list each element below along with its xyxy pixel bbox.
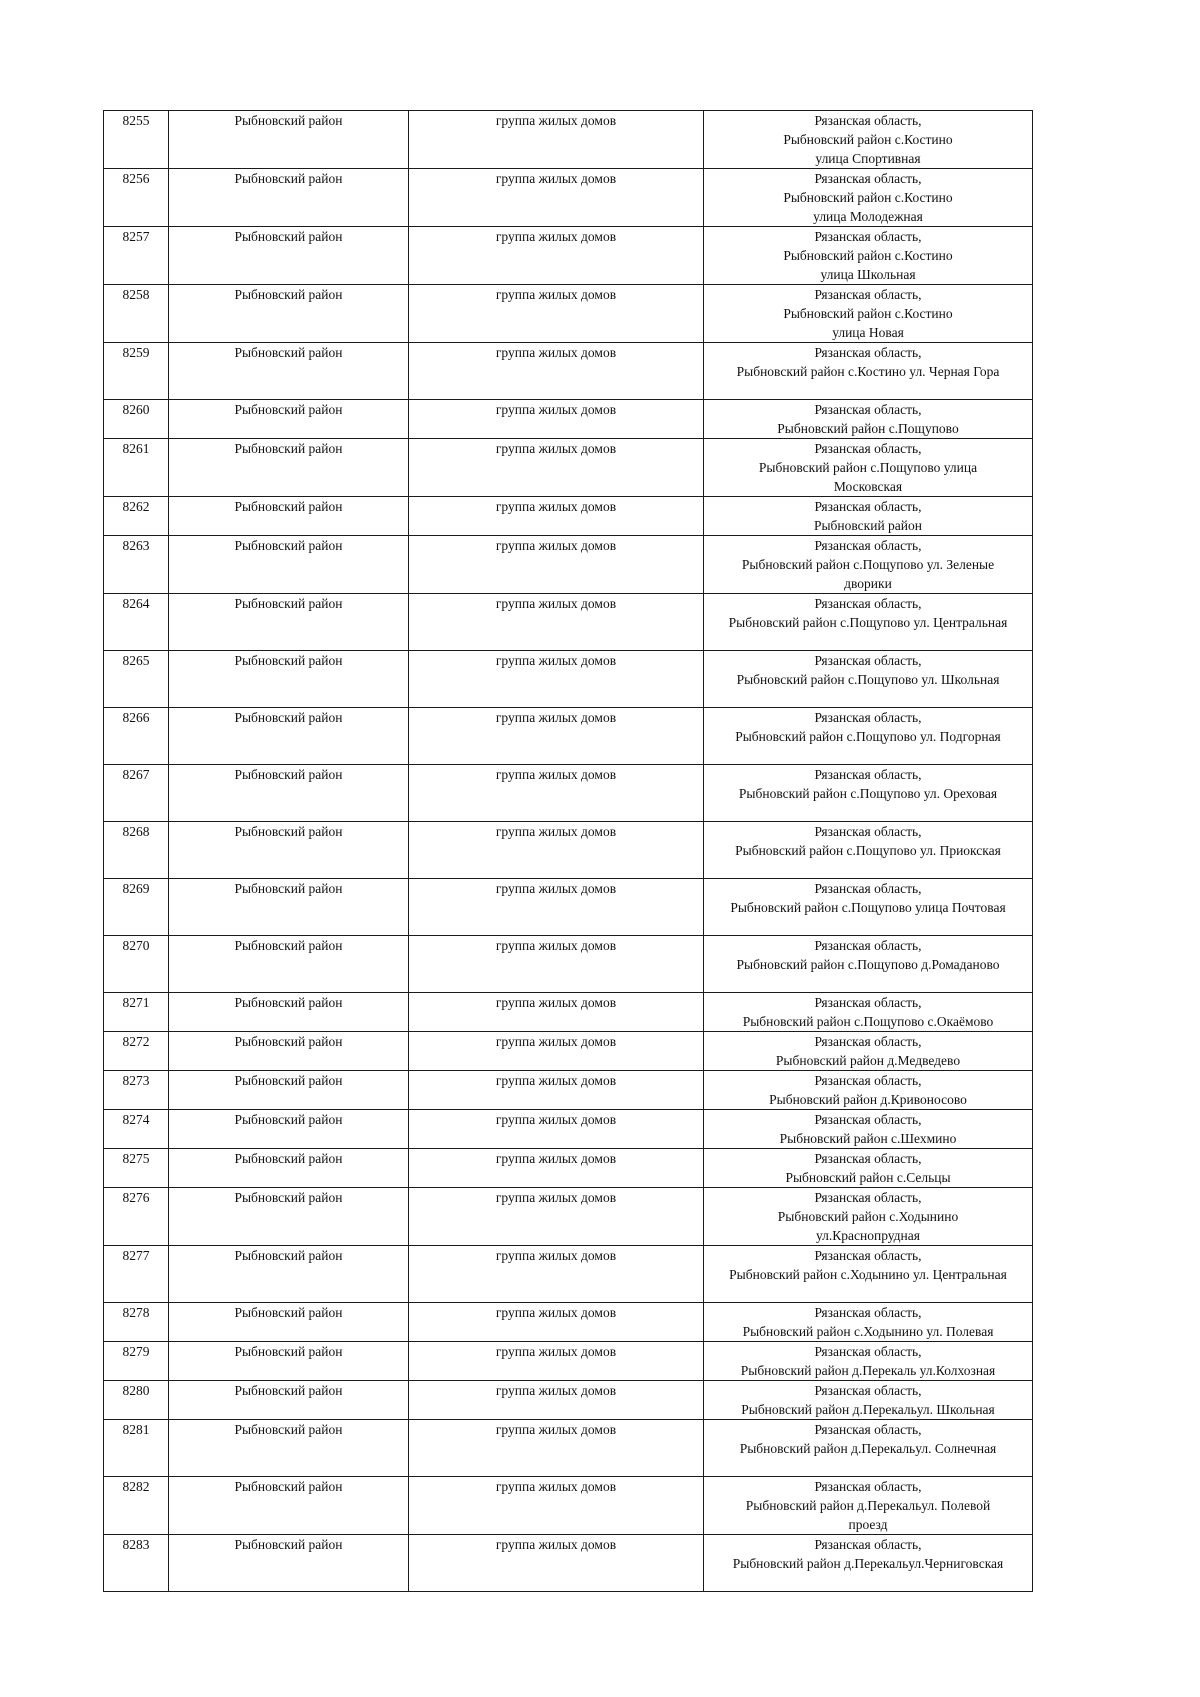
address-line: Рязанская область, bbox=[814, 995, 922, 1010]
object-type-cell: группа жилых домов bbox=[409, 1071, 704, 1110]
address-line: Рыбновский район с.Пощупово ул. Приокская bbox=[735, 843, 1001, 858]
address-cell bbox=[704, 708, 1033, 765]
address-line: Рыбновский район с.Костино bbox=[783, 306, 953, 321]
district-cell: Рыбновский район bbox=[169, 1381, 409, 1420]
row-number-cell: 8272 bbox=[104, 1032, 169, 1071]
table-row bbox=[104, 111, 1033, 169]
object-type-cell: группа жилых домов bbox=[409, 822, 704, 879]
row-number-cell: 8257 bbox=[104, 227, 169, 285]
address-line: Рыбновский район с.Ходынино ул. Полевая bbox=[742, 1324, 994, 1339]
address-line: Рязанская область, bbox=[814, 1479, 922, 1494]
address-line: Рыбновский район д.Кривоносово bbox=[769, 1092, 967, 1107]
row-number-cell: 8278 bbox=[104, 1303, 169, 1342]
row-number-cell: 8283 bbox=[104, 1535, 169, 1592]
address-cell bbox=[704, 651, 1033, 708]
table-row bbox=[104, 536, 1033, 594]
address-line: дворики bbox=[844, 576, 892, 591]
object-type-cell: группа жилых домов bbox=[409, 594, 704, 651]
district-cell: Рыбновский район bbox=[169, 227, 409, 285]
address-line: Рязанская область, bbox=[814, 881, 922, 896]
district-cell: Рыбновский район bbox=[169, 1535, 409, 1592]
table-row bbox=[104, 169, 1033, 227]
address-cell bbox=[704, 879, 1033, 936]
address-line: Рыбновский район с.Шехмино bbox=[779, 1131, 957, 1146]
district-cell: Рыбновский район bbox=[169, 1110, 409, 1149]
address-cell bbox=[704, 169, 1033, 227]
address-line: Московская bbox=[833, 479, 903, 494]
address-line: Рязанская область, bbox=[814, 345, 922, 360]
row-number-cell: 8268 bbox=[104, 822, 169, 879]
address-cell bbox=[704, 1381, 1033, 1420]
object-type-cell: группа жилых домов bbox=[409, 936, 704, 993]
district-cell: Рыбновский район bbox=[169, 1188, 409, 1246]
object-type-cell: группа жилых домов bbox=[409, 343, 704, 400]
table-row bbox=[104, 285, 1033, 343]
row-number-cell: 8266 bbox=[104, 708, 169, 765]
address-line: Рыбновский район с.Пощупово ул. Зеленые bbox=[741, 557, 995, 572]
address-line: Рыбновский район с.Пощупово ул. Школьная bbox=[736, 672, 1000, 687]
table-row bbox=[104, 227, 1033, 285]
object-type-cell: группа жилых домов bbox=[409, 1188, 704, 1246]
address-line: Рыбновский район с.Костино bbox=[783, 132, 953, 147]
table-row bbox=[104, 822, 1033, 879]
table-row bbox=[104, 1420, 1033, 1477]
district-cell: Рыбновский район bbox=[169, 536, 409, 594]
object-type-cell: группа жилых домов bbox=[409, 227, 704, 285]
table-row bbox=[104, 1071, 1033, 1110]
table-row bbox=[104, 1303, 1033, 1342]
row-number-cell: 8274 bbox=[104, 1110, 169, 1149]
row-number-cell: 8279 bbox=[104, 1342, 169, 1381]
row-number-cell: 8282 bbox=[104, 1477, 169, 1535]
address-cell bbox=[704, 400, 1033, 439]
row-number-cell: 8273 bbox=[104, 1071, 169, 1110]
address-cell bbox=[704, 1303, 1033, 1342]
district-cell: Рыбновский район bbox=[169, 343, 409, 400]
object-type-cell: группа жилых домов bbox=[409, 993, 704, 1032]
address-cell bbox=[704, 594, 1033, 651]
district-cell: Рыбновский район bbox=[169, 936, 409, 993]
registry-table-body bbox=[104, 111, 1033, 1592]
district-cell: Рыбновский район bbox=[169, 1149, 409, 1188]
address-line: Рязанская область, bbox=[814, 1422, 922, 1437]
address-cell bbox=[704, 936, 1033, 993]
address-line: Рязанская область, bbox=[814, 1248, 922, 1263]
address-cell bbox=[704, 111, 1033, 169]
district-cell: Рыбновский район bbox=[169, 822, 409, 879]
address-line: Рыбновский район д.Перекальул. Солнечная bbox=[739, 1441, 997, 1456]
row-number-cell: 8263 bbox=[104, 536, 169, 594]
district-cell: Рыбновский район bbox=[169, 1420, 409, 1477]
district-cell: Рыбновский район bbox=[169, 1342, 409, 1381]
table-row bbox=[104, 765, 1033, 822]
address-line: Рязанская область, bbox=[814, 1190, 922, 1205]
table-row bbox=[104, 1246, 1033, 1303]
address-line: Рыбновский район с.Костино ул. Черная Гора bbox=[736, 364, 1000, 379]
table-row bbox=[104, 879, 1033, 936]
district-cell: Рыбновский район bbox=[169, 993, 409, 1032]
address-line: ул.Краснопрудная bbox=[816, 1228, 920, 1243]
address-line: улица Школьная bbox=[820, 267, 916, 282]
address-cell bbox=[704, 1032, 1033, 1071]
table-row bbox=[104, 993, 1033, 1032]
row-number-cell: 8270 bbox=[104, 936, 169, 993]
row-number-cell: 8275 bbox=[104, 1149, 169, 1188]
address-line: улица Новая bbox=[832, 325, 904, 340]
address-cell bbox=[704, 439, 1033, 497]
row-number-cell: 8276 bbox=[104, 1188, 169, 1246]
district-cell: Рыбновский район bbox=[169, 400, 409, 439]
row-number-cell: 8260 bbox=[104, 400, 169, 439]
row-number-cell: 8261 bbox=[104, 439, 169, 497]
address-line: Рыбновский район с.Пощупово ул. Центральная bbox=[728, 615, 1008, 630]
address-line: улица Спортивная bbox=[815, 151, 921, 166]
row-number-cell: 8259 bbox=[104, 343, 169, 400]
address-line: Рязанская область, bbox=[814, 499, 922, 514]
address-line: Рыбновский район с.Пощупово с.Окаёмово bbox=[742, 1014, 994, 1029]
address-line: Рязанская область, bbox=[814, 824, 922, 839]
address-line: Рязанская область, bbox=[814, 287, 922, 302]
address-cell bbox=[704, 285, 1033, 343]
address-line: Рыбновский район с.Ходынино bbox=[777, 1209, 959, 1224]
object-type-cell: группа жилых домов bbox=[409, 1303, 704, 1342]
table-row bbox=[104, 439, 1033, 497]
address-cell bbox=[704, 1149, 1033, 1188]
address-line: Рязанская область, bbox=[814, 938, 922, 953]
address-cell bbox=[704, 1477, 1033, 1535]
address-line: Рыбновский район с.Пощупово bbox=[777, 421, 959, 436]
district-cell: Рыбновский район bbox=[169, 1246, 409, 1303]
address-cell bbox=[704, 1342, 1033, 1381]
address-line: Рязанская область, bbox=[814, 767, 922, 782]
address-line: Рыбновский район д.Перекаль ул.Колхозная bbox=[740, 1363, 996, 1378]
address-line: Рязанская область, bbox=[814, 1305, 922, 1320]
address-cell bbox=[704, 1246, 1033, 1303]
object-type-cell: группа жилых домов bbox=[409, 1477, 704, 1535]
address-line: Рязанская область, bbox=[814, 1151, 922, 1166]
table-row bbox=[104, 1535, 1033, 1592]
object-type-cell: группа жилых домов bbox=[409, 765, 704, 822]
address-cell bbox=[704, 536, 1033, 594]
address-cell bbox=[704, 822, 1033, 879]
address-cell bbox=[704, 1071, 1033, 1110]
address-line: Рыбновский район с.Костино bbox=[783, 190, 953, 205]
district-cell: Рыбновский район bbox=[169, 285, 409, 343]
address-line: Рязанская область, bbox=[814, 229, 922, 244]
address-cell bbox=[704, 497, 1033, 536]
row-number-cell: 8277 bbox=[104, 1246, 169, 1303]
object-type-cell: группа жилых домов bbox=[409, 708, 704, 765]
address-line: Рязанская область, bbox=[814, 1383, 922, 1398]
row-number-cell: 8269 bbox=[104, 879, 169, 936]
object-type-cell: группа жилых домов bbox=[409, 439, 704, 497]
row-number-cell: 8265 bbox=[104, 651, 169, 708]
table-row bbox=[104, 1342, 1033, 1381]
address-line: Рыбновский район д.Перекальул. Полевой bbox=[745, 1498, 991, 1513]
registry-table bbox=[103, 110, 1033, 1592]
object-type-cell: группа жилых домов bbox=[409, 285, 704, 343]
address-line: Рыбновский район с.Сельцы bbox=[785, 1170, 951, 1185]
row-number-cell: 8280 bbox=[104, 1381, 169, 1420]
row-number-cell: 8256 bbox=[104, 169, 169, 227]
object-type-cell: группа жилых домов bbox=[409, 536, 704, 594]
table-row bbox=[104, 400, 1033, 439]
row-number-cell: 8264 bbox=[104, 594, 169, 651]
table-row bbox=[104, 708, 1033, 765]
table-row bbox=[104, 1110, 1033, 1149]
address-line: Рязанская область, bbox=[814, 441, 922, 456]
district-cell: Рыбновский район bbox=[169, 1303, 409, 1342]
table-row bbox=[104, 1149, 1033, 1188]
object-type-cell: группа жилых домов bbox=[409, 111, 704, 169]
address-line: Рыбновский район с.Пощупово ул. Ореховая bbox=[738, 786, 998, 801]
district-cell: Рыбновский район bbox=[169, 1477, 409, 1535]
address-cell bbox=[704, 1188, 1033, 1246]
row-number-cell: 8281 bbox=[104, 1420, 169, 1477]
row-number-cell: 8271 bbox=[104, 993, 169, 1032]
object-type-cell: группа жилых домов bbox=[409, 1110, 704, 1149]
address-line: Рыбновский район д.Перекальул.Черниговская bbox=[732, 1556, 1004, 1571]
object-type-cell: группа жилых домов bbox=[409, 879, 704, 936]
object-type-cell: группа жилых домов bbox=[409, 1342, 704, 1381]
row-number-cell: 8267 bbox=[104, 765, 169, 822]
address-line: Рыбновский район с.Пощупово улица bbox=[758, 460, 978, 475]
object-type-cell: группа жилых домов bbox=[409, 1535, 704, 1592]
address-cell bbox=[704, 227, 1033, 285]
address-line: Рыбновский район с.Костино bbox=[783, 248, 953, 263]
address-line: Рязанская область, bbox=[814, 1537, 922, 1552]
address-line: Рыбновский район bbox=[813, 518, 923, 533]
address-line: Рязанская область, bbox=[814, 1344, 922, 1359]
address-line: Рязанская область, bbox=[814, 1112, 922, 1127]
address-line: Рязанская область, bbox=[814, 1073, 922, 1088]
address-cell bbox=[704, 1110, 1033, 1149]
address-line: Рязанская область, bbox=[814, 710, 922, 725]
row-number-cell: 8258 bbox=[104, 285, 169, 343]
table-row bbox=[104, 651, 1033, 708]
table-row bbox=[104, 936, 1033, 993]
object-type-cell: группа жилых домов bbox=[409, 1246, 704, 1303]
district-cell: Рыбновский район bbox=[169, 497, 409, 536]
district-cell: Рыбновский район bbox=[169, 111, 409, 169]
district-cell: Рыбновский район bbox=[169, 1071, 409, 1110]
object-type-cell: группа жилых домов bbox=[409, 497, 704, 536]
address-line: Рязанская область, bbox=[814, 171, 922, 186]
table-row bbox=[104, 343, 1033, 400]
district-cell: Рыбновский район bbox=[169, 1032, 409, 1071]
district-cell: Рыбновский район bbox=[169, 765, 409, 822]
object-type-cell: группа жилых домов bbox=[409, 1032, 704, 1071]
address-line: Рязанская область, bbox=[814, 596, 922, 611]
address-line: Рыбновский район с.Пощупово улица Почтовая bbox=[730, 900, 1006, 915]
address-line: Рязанская область, bbox=[814, 538, 922, 553]
address-line: Рязанская область, bbox=[814, 402, 922, 417]
district-cell: Рыбновский район bbox=[169, 708, 409, 765]
address-line: Рыбновский район с.Пощупово ул. Подгорная bbox=[735, 729, 1001, 744]
address-cell bbox=[704, 1420, 1033, 1477]
district-cell: Рыбновский район bbox=[169, 594, 409, 651]
table-row bbox=[104, 497, 1033, 536]
address-cell bbox=[704, 765, 1033, 822]
address-line: Рязанская область, bbox=[814, 113, 922, 128]
address-line: Рязанская область, bbox=[814, 653, 922, 668]
address-cell bbox=[704, 1535, 1033, 1592]
address-line: улица Молодежная bbox=[813, 209, 923, 224]
table-row bbox=[104, 1188, 1033, 1246]
object-type-cell: группа жилых домов bbox=[409, 169, 704, 227]
object-type-cell: группа жилых домов bbox=[409, 651, 704, 708]
table-row bbox=[104, 1381, 1033, 1420]
object-type-cell: группа жилых домов bbox=[409, 1381, 704, 1420]
object-type-cell: группа жилых домов bbox=[409, 1420, 704, 1477]
object-type-cell: группа жилых домов bbox=[409, 400, 704, 439]
address-cell bbox=[704, 343, 1033, 400]
address-line: Рыбновский район с.Ходынино ул. Центральная bbox=[729, 1267, 1007, 1282]
row-number-cell: 8262 bbox=[104, 497, 169, 536]
district-cell: Рыбновский район bbox=[169, 879, 409, 936]
district-cell: Рыбновский район bbox=[169, 169, 409, 227]
table-row bbox=[104, 1032, 1033, 1071]
table-row bbox=[104, 1477, 1033, 1535]
address-line: проезд bbox=[848, 1517, 888, 1532]
table-row bbox=[104, 594, 1033, 651]
row-number-cell: 8255 bbox=[104, 111, 169, 169]
address-line: Рыбновский район с.Пощупово д.Ромаданово bbox=[736, 957, 1000, 972]
address-line: Рыбновский район д.Медведево bbox=[775, 1053, 961, 1068]
district-cell: Рыбновский район bbox=[169, 439, 409, 497]
address-cell bbox=[704, 993, 1033, 1032]
address-line: Рыбновский район д.Перекальул. Школьная bbox=[741, 1402, 995, 1417]
district-cell: Рыбновский район bbox=[169, 651, 409, 708]
address-line: Рязанская область, bbox=[814, 1034, 922, 1049]
object-type-cell: группа жилых домов bbox=[409, 1149, 704, 1188]
